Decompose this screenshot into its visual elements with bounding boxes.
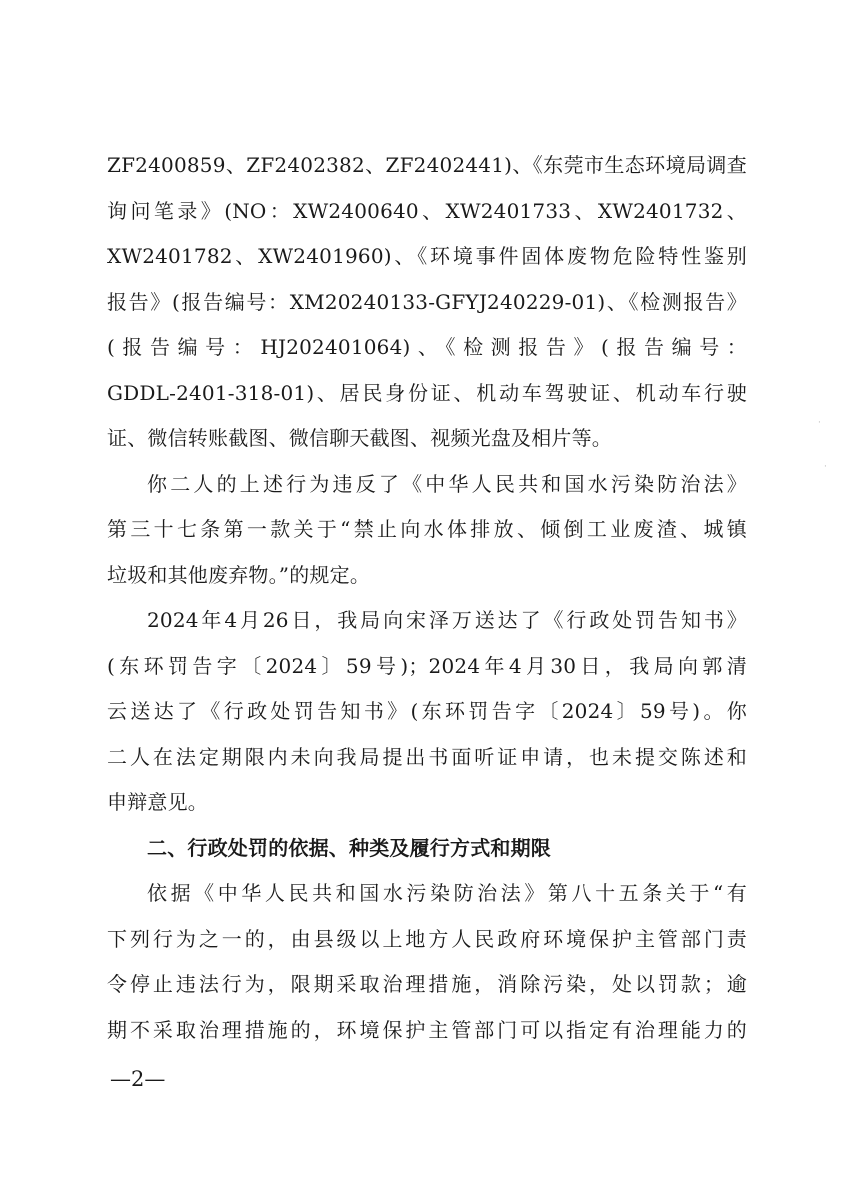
text-line: 询问笔录》(NO：XW2400640、XW2401733、XW2401732、 [107,198,747,223]
document-body [107,143,747,1053]
text-line: (报告编号：HJ202401064)、《检测报告》(报告编号： [107,335,747,359]
text-line: 二人在法定期限内未向我局提出书面听证申请，也未提交陈述和 [107,744,747,769]
text-line: XW2401782、XW2401960)、《环境事件固体废物危险特性鉴别 [107,244,747,268]
page-number: —2— [110,1067,166,1091]
text-line: 报告》(报告编号：XM20240133-GFYJ240229-01)、《检测报告》 [107,289,747,314]
paragraph-start-line: 你二人的上述行为违反了《中华人民共和国水污染防治法》 [147,471,747,496]
paragraph-start-line: 2024年4月26日，我局向宋泽万送达了《行政处罚告知书》 [147,608,747,632]
text-line: ZF2400859、ZF2402382、ZF2402441)、《东莞市生态环境局调查 [107,153,747,177]
text-line: 垃圾和其他废弃物。”的规定。 [107,562,371,587]
text-line: (东环罚告字〔2024〕59号)；2024年4月30日，我局向郭清 [107,653,747,678]
text-line: 第三十七条第一款关于“禁止向水体排放、倾倒工业废渣、城镇 [107,517,747,541]
scan-speck: · [824,462,827,472]
text-line: 期不采取治理措施的，环境保护主管部门可以指定有治理能力的 [107,1017,747,1042]
text-line: 令停止违法行为，限期采取治理措施，消除污染，处以罚款；逾 [107,972,747,996]
text-line: GDDL-2401-318-01)、居民身份证、机动车驾驶证、机动车行驶 [107,380,747,405]
paragraph-start-line: 依据《中华人民共和国水污染防治法》第八十五条关于“有 [147,881,747,905]
text-line: 云送达了《行政处罚告知书》(东环罚告字〔2024〕59号)。你 [107,699,747,723]
text-line: 申辩意见。 [107,790,208,814]
section-heading: 二、行政处罚的依据、种类及履行方式和期限 [147,835,551,860]
scan-speck: · [818,418,821,428]
text-line: 下列行为之一的，由县级以上地方人民政府环境保护主管部门责 [107,926,747,951]
text-line: 证、微信转账截图、微信聊天截图、视频光盘及相片等。 [107,426,612,450]
